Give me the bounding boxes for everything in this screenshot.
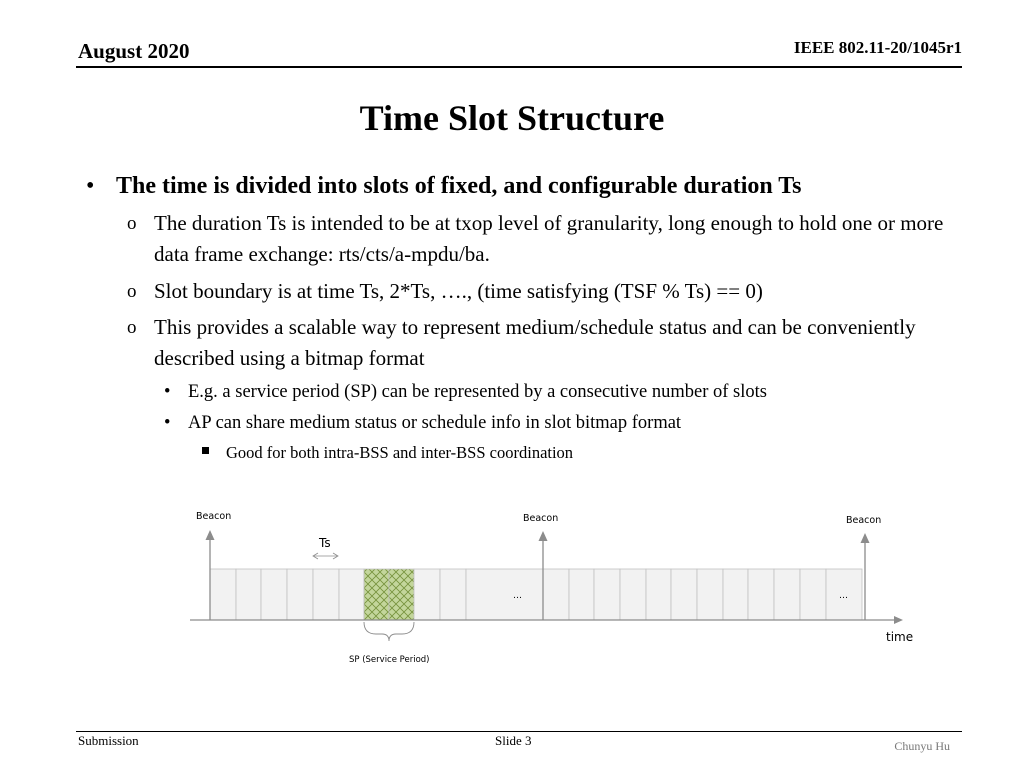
time-slot [594, 569, 620, 620]
slot-ellipsis: … [513, 591, 522, 601]
time-slot [210, 569, 236, 620]
time-slot [800, 569, 826, 620]
bullet-dot-icon: • [86, 173, 95, 199]
bullet-text: The time is divided into slots of fixed, and configurable duration Ts [116, 173, 802, 199]
header-date: August 2020 [78, 39, 190, 63]
bullet-circle-icon: o [127, 317, 137, 338]
slot-ellipsis: … [839, 591, 848, 601]
beacon-label: Beacon [196, 511, 232, 522]
bullet-circle-icon: o [127, 281, 137, 302]
bullet-text: The duration Ts is intended to be at txop level of granularity, long enough to hold one or more data frame exchange: rts/cts/a-mpdu/ba. [154, 211, 944, 266]
bullet-text: This provides a scalable way to represent medium/schedule status and can be conveniently described using a bitmap format [154, 315, 916, 370]
footer-slide-number: Slide 3 [495, 733, 532, 748]
time-slot [466, 569, 543, 620]
beacon-label: Beacon [846, 515, 882, 526]
footer-submission: Submission [78, 733, 139, 748]
time-slot [543, 569, 569, 620]
time-axis-label: time [886, 630, 914, 644]
slot-row [210, 569, 862, 620]
ts-double-arrow-icon [313, 553, 338, 559]
header-doc-id: IEEE 802.11-20/1045r1 [793, 38, 962, 57]
time-slot [261, 569, 287, 620]
bullet-circle-icon: o [127, 213, 137, 234]
time-slot [236, 569, 261, 620]
footer-author: Chunyu Hu [894, 739, 950, 753]
slide-title: Time Slot Structure [359, 98, 665, 138]
sp-brace-icon [364, 622, 414, 641]
time-slot [569, 569, 594, 620]
time-slot [723, 569, 748, 620]
bullet-dot-icon: • [164, 382, 171, 402]
time-slot [440, 569, 466, 620]
footer-divider [76, 731, 962, 732]
time-slot [313, 569, 339, 620]
time-slot [620, 569, 646, 620]
bullet-text: Slot boundary is at time Ts, 2*Ts, …., (time satisfying (TSF % Ts) == 0) [154, 279, 763, 303]
sp-label: SP (Service Period) [349, 655, 430, 665]
time-axis-arrowhead-icon [894, 616, 903, 624]
time-slot [646, 569, 671, 620]
ts-label: Ts [319, 536, 331, 550]
up-arrow-icon [539, 531, 548, 541]
time-slot [414, 569, 440, 620]
time-slot [774, 569, 800, 620]
bullet-text: E.g. a service period (SP) can be represented by a consecutive number of slots [188, 382, 767, 402]
up-arrow-icon [861, 533, 870, 543]
beacon-label: Beacon [523, 513, 559, 524]
sp-slot [389, 569, 414, 620]
time-slot [287, 569, 313, 620]
time-slot [671, 569, 697, 620]
bullet-dot-icon: • [164, 413, 171, 433]
time-slot [697, 569, 723, 620]
time-slot [748, 569, 774, 620]
sp-slot [364, 569, 389, 620]
bullet-text: Good for both intra-BSS and inter-BSS coordination [226, 443, 574, 462]
time-slot [339, 569, 364, 620]
bullet-text: AP can share medium status or schedule info in slot bitmap format [188, 413, 682, 433]
up-arrow-icon [206, 530, 215, 540]
